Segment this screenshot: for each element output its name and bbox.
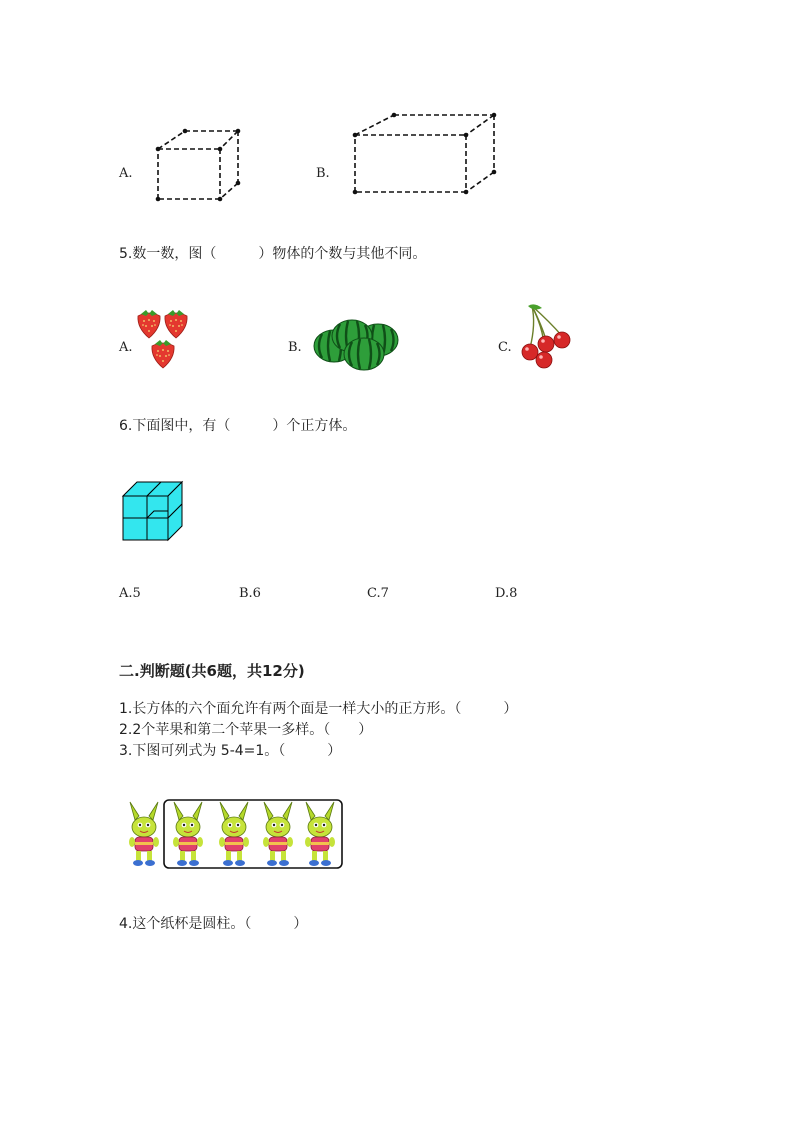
stacked-cubes-image <box>120 474 192 546</box>
q5-option-a-label: A. <box>119 340 133 355</box>
cherries-image <box>518 304 578 372</box>
q5-option-b-label: B. <box>288 340 302 355</box>
q6-option-d: D.8 <box>495 586 518 601</box>
watermelons-image <box>308 318 404 374</box>
q6-stem: 6.下面图中，有（ ）个正方体。 <box>119 418 357 434</box>
q6-option-a: A.5 <box>119 586 141 601</box>
q5-option-c-label: C. <box>498 340 512 355</box>
judge-item-2: 2.2个苹果和第二个苹果一多样。（ ） <box>119 722 373 738</box>
bunnies-image <box>120 796 350 872</box>
q4-option-a-label: A. <box>119 166 133 181</box>
small-dashed-cube <box>150 125 250 205</box>
judge-item-1: 1.长方体的六个面允许有两个面是一样大小的正方形。（ ） <box>119 701 518 717</box>
large-dashed-cuboid <box>348 108 508 203</box>
section-heading: 二.判断题(共6题，共12分) <box>119 662 305 680</box>
judge-item-4: 4.这个纸杯是圆柱。（ ） <box>119 916 308 932</box>
q6-option-c: C.7 <box>367 586 389 601</box>
q4-option-b-label: B. <box>316 166 330 181</box>
q5-stem: 5.数一数，图（ ）物体的个数与其他不同。 <box>119 246 427 262</box>
judge-item-3: 3.下图可列式为 5-4=1。（ ） <box>119 743 342 759</box>
strawberries-image <box>134 306 194 372</box>
q6-option-b: B.6 <box>239 586 261 601</box>
